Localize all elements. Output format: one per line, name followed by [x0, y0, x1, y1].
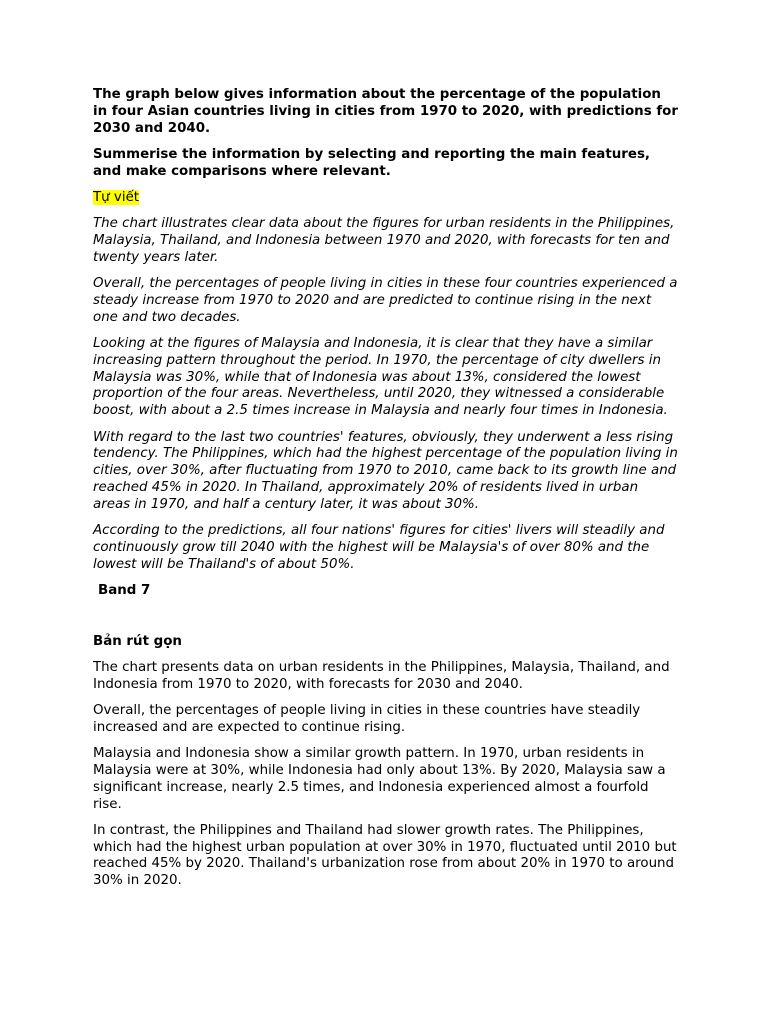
band-score: Band 7	[98, 582, 151, 598]
essay-paragraph-1: The chart illustrates clear data about the figures for urban residents in the Philippines, Malaysia, Thailand, and Indonesia between 1970 and 2020, with forecasts for ten and twenty years later.	[93, 216, 675, 265]
essay-paragraph-5: According to the predictions, all four nations' figures for cities' livers will steadily and continuously grow till 2040 with the highest will be Malaysia's of over 80% and the lowest will be Thailand's of about 50%.	[93, 523, 665, 572]
summary-paragraph-4: In contrast, the Philippines and Thailand had slower growth rates. The Philippines, which had the highest urban population at over 30% in 1970, fluctuated until 2010 but reached 45% by 2020. Thailand's urbanization rose from about 20% in 1970 to around 30% in 2020.	[93, 822, 677, 889]
task-prompt-2: Summerise the information by selecting and reporting the main features, and make comparisons where relevant.	[93, 146, 651, 179]
essay-label: Tự viết	[93, 189, 140, 205]
essay-paragraph-3: Looking at the figures of Malaysia and Indonesia, it is clear that they have a similar increasing pattern throughout the period. In 1970, the percentage of city dwellers in Malaysia was 30%, while that of Indonesia was about 13%, considered the lowest proportion of the four areas. Nevertheless, until 2020, they witnessed a considerable boost, with about a 2.5 times increase in Malaysia and nearly four times in Indonesia.	[93, 336, 668, 419]
essay-label-line	[93, 190, 678, 207]
summary-heading: Bản rút gọn	[93, 633, 182, 649]
task-prompt-1: The graph below gives information about the percentage of the population in four Asian countries living in cities from 1970 to 2020, with predictions for 2030 and 2040.	[93, 87, 678, 136]
summary-paragraph-3: Malaysia and Indonesia show a similar growth pattern. In 1970, urban residents in Malaysia were at 30%, while Indonesia had only about 13%. By 2020, Malaysia saw a significant increase, nearly 2.5 times, and Indonesia experienced almost a fourfold rise.	[93, 746, 666, 812]
document-body	[93, 87, 678, 900]
summary-paragraph-1: The chart presents data on urban residents in the Philippines, Malaysia, Thailand, and Indonesia from 1970 to 2020, with forecasts for 2030 and 2040.	[93, 660, 670, 692]
blank-space	[93, 600, 678, 634]
essay-paragraph-2: Overall, the percentages of people living in cities in these four countries experienced a steady increase from 1970 to 2020 and are predicted to continue rising in the next one and two decades.	[93, 276, 678, 325]
essay-paragraph-4: With regard to the last two countries' features, obviously, they underwent a less rising tendency. The Philippines, which had the highest percentage of the population living in cities, over 30%, after fluctuating from 1970 to 2010, came back to its growth line and reached 45% in 2020. In Thailand, approximately 20% of residents lived in urban areas in 1970, and half a century later, it was about 30%.	[93, 429, 678, 512]
summary-paragraph-2: Overall, the percentages of people living in cities in these countries have steadily increased and are expected to continue rising.	[93, 703, 641, 735]
